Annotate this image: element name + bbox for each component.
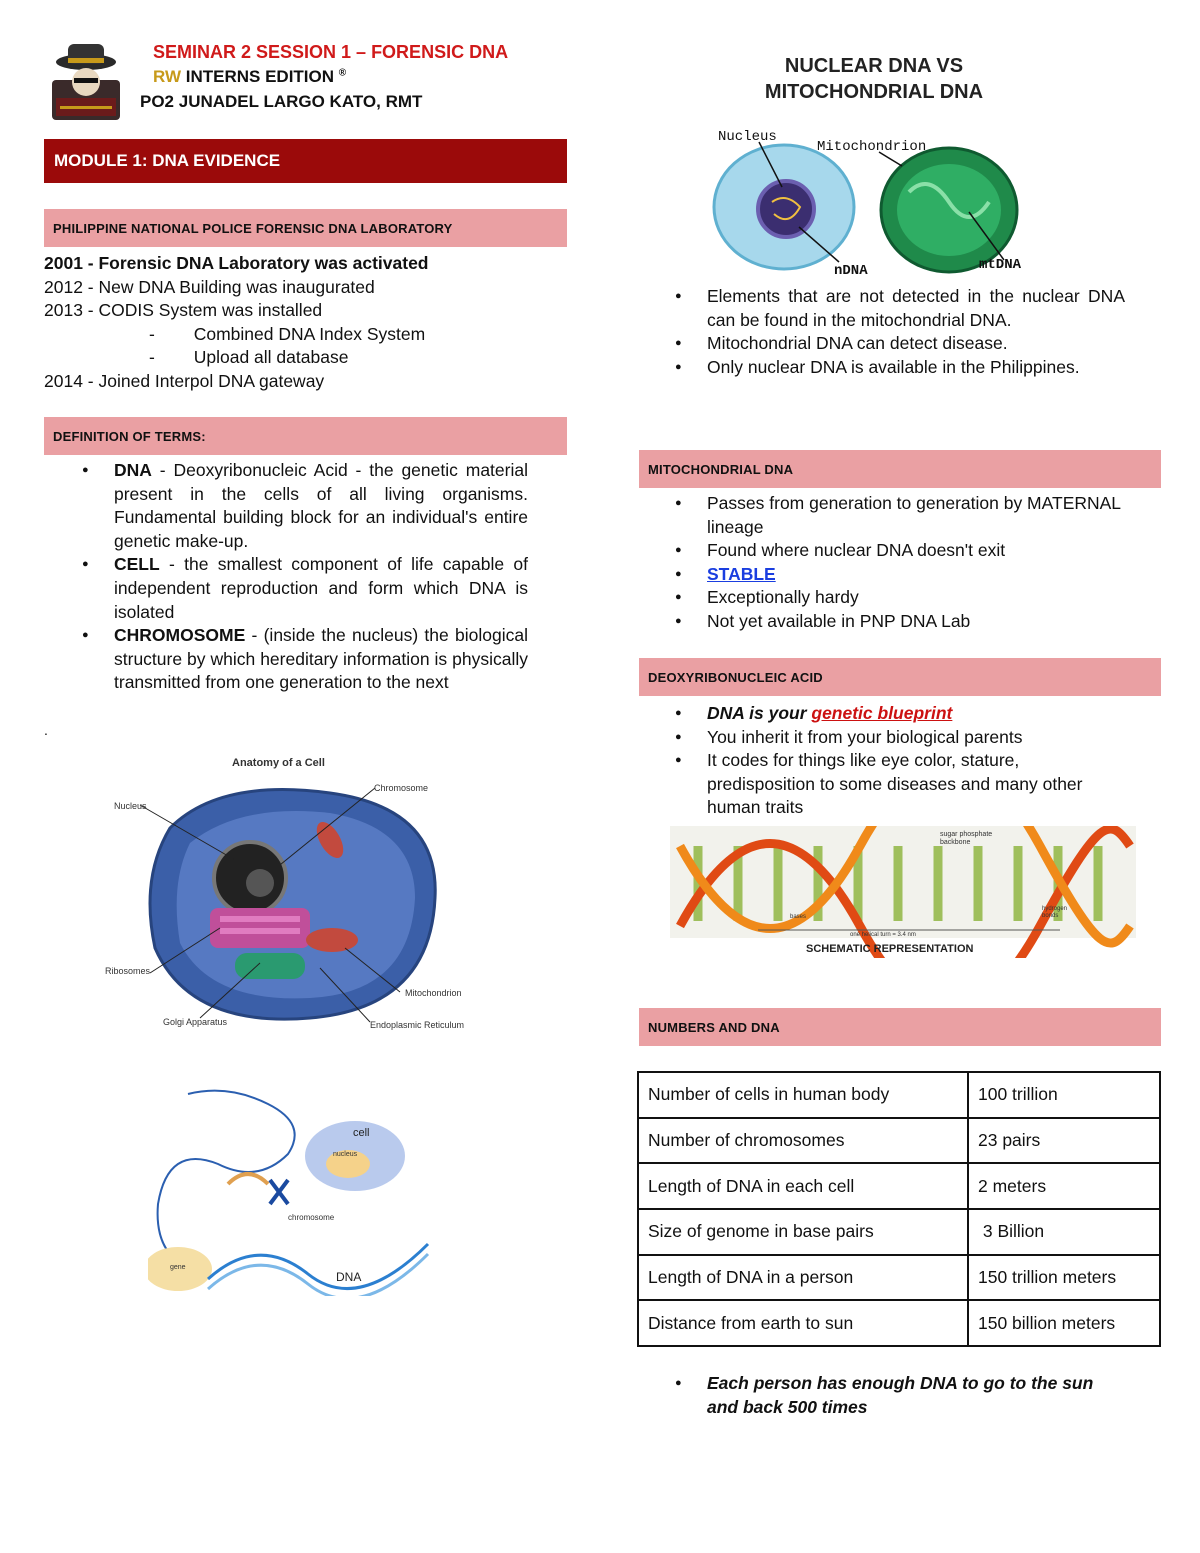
- pnp-lab-heading: PHILIPPINE NATIONAL POLICE FORENSIC DNA LABORATORY: [44, 209, 567, 247]
- numbers-footnote-list: [673, 1372, 1103, 1419]
- definition-item: [80, 624, 528, 695]
- label-hbonds-2: bonds: [1042, 913, 1059, 919]
- row-label: Size of genome in base pairs: [638, 1209, 968, 1255]
- label-chromosome-small: chromosome: [288, 1213, 335, 1222]
- definitions-heading: DEFINITION OF TERMS:: [44, 417, 567, 455]
- author-line: PO2 JUNADEL LARGO KATO, RMT: [140, 92, 423, 111]
- list-item: [673, 702, 1125, 726]
- timeline-2014: 2014 - Joined Interpol DNA gateway: [44, 370, 325, 391]
- label-mitochondrion: Mitochondrion: [405, 988, 462, 998]
- label-er: Endoplasmic Reticulum: [370, 1020, 465, 1030]
- definition-text: - the smallest component of life capable of independent reproduction and form which DNA is isolated: [114, 554, 528, 622]
- row-label: Distance from earth to sun: [638, 1300, 968, 1346]
- schematic-caption: SCHEMATIC REPRESENTATION: [806, 943, 974, 955]
- list-item: ● Not yet available in PNP DNA Lab: [673, 610, 1125, 634]
- label-ndna: nDNA: [834, 263, 868, 279]
- table-row: [638, 1255, 1160, 1301]
- label-mtdna: mtDNA: [979, 257, 1022, 273]
- row-label: Length of DNA in a person: [638, 1255, 968, 1301]
- row-label: Number of chromosomes: [638, 1118, 968, 1164]
- label-backbone-1: sugar phosphate: [940, 831, 993, 838]
- term-chromosome: CHROMOSOME: [114, 625, 246, 646]
- term-dna: DNA: [114, 460, 152, 480]
- timeline-2013: 2013 - CODIS System was installed: [44, 300, 323, 320]
- label-cell-nucleus: nucleus: [333, 1151, 358, 1158]
- list-item: ● Each person has enough DNA to go to the sun and back 500 times: [673, 1372, 1103, 1419]
- list-item: ● Mitochondrial DNA can detect disease.: [673, 332, 1125, 356]
- label-dna: DNA: [336, 1270, 362, 1284]
- row-value: 3 Billion: [968, 1209, 1160, 1255]
- stable-text: STABLE: [707, 563, 776, 584]
- label-gene: gene: [170, 1264, 186, 1271]
- label-golgi: Golgi Apparatus: [163, 1017, 228, 1027]
- registered-mark: ®: [338, 67, 347, 79]
- label-chromosome: Chromosome: [374, 783, 429, 793]
- anatomy-of-cell-figure: [100, 748, 490, 1038]
- row-label: Length of DNA in each cell: [638, 1163, 968, 1209]
- definition-text: - Deoxyribonucleic Acid - the genetic material present in the cells of all living organisms. Fundamental building block for an individual's entire genetic make-up.: [114, 460, 528, 551]
- label-ribosomes: Ribosomes: [105, 966, 151, 976]
- nuclear-vs-mito-list: [673, 285, 1125, 379]
- label-cell: cell: [353, 1127, 370, 1139]
- dna-acid-heading: DEOXYRIBONUCLEIC ACID: [639, 658, 1161, 696]
- label-nucleus-compare: Nucleus: [718, 129, 777, 145]
- timeline-sub-upload: - Upload all database: [149, 347, 349, 367]
- pnp-timeline: [44, 252, 429, 393]
- seminar-title: SEMINAR 2 SESSION 1 – FORENSIC DNA: [153, 42, 509, 62]
- list-item: ● It codes for things like eye color, stature, predisposition to some diseases and many other human traits: [673, 749, 1125, 820]
- row-value: 2 meters: [968, 1163, 1160, 1209]
- label-backbone-2: backbone: [940, 839, 971, 846]
- row-value: 150 trillion meters: [968, 1255, 1160, 1301]
- mito-list: [673, 492, 1125, 634]
- list-item: ● Found where nuclear DNA doesn't exit: [673, 539, 1125, 563]
- cell-to-dna-figure: [148, 1084, 438, 1296]
- list-item: ● You inherit it from your biological parents: [673, 726, 1125, 750]
- definitions-list: [80, 459, 528, 695]
- label-mitochondrion-compare: Mitochondrion: [817, 139, 927, 155]
- definition-text: - (inside the nucleus) the biological structure by which hereditary information is physically transmitted from one generation to the next: [114, 625, 528, 693]
- nuclear-vs-mito-figure: [704, 42, 1054, 282]
- trailing-dot: .: [44, 722, 48, 738]
- blueprint-prefix: DNA is your: [707, 703, 812, 723]
- dna-acid-list: [673, 702, 1125, 820]
- row-value: 150 billion meters: [968, 1300, 1160, 1346]
- row-label: Number of cells in human body: [638, 1072, 968, 1118]
- genetic-blueprint-link[interactable]: genetic blueprint: [811, 703, 953, 723]
- timeline-2001: 2001 - Forensic DNA Laboratory was activated: [44, 253, 429, 273]
- list-item: [673, 563, 1125, 587]
- table-row: [638, 1163, 1160, 1209]
- dna-schematic-figure: [670, 826, 1136, 958]
- definition-item: [80, 459, 528, 553]
- numbers-heading: NUMBERS AND DNA: [639, 1008, 1161, 1046]
- table-row: [638, 1072, 1160, 1118]
- compare-title-line2: MITOCHONDRIAL DNA: [764, 81, 984, 103]
- edition-text: INTERNS EDITION: [181, 67, 335, 86]
- row-value: 100 trillion: [968, 1072, 1160, 1118]
- timeline-sub-codis: - Combined DNA Index System: [149, 323, 426, 344]
- list-item: ● Passes from generation to generation by MATERNAL lineage: [673, 492, 1125, 539]
- list-item: ● Exceptionally hardy: [673, 586, 1125, 610]
- list-item: ● Elements that are not detected in the nuclear DNA can be found in the mitochondrial DNA.: [673, 285, 1125, 332]
- cell-figure-title: Anatomy of a Cell: [232, 757, 325, 769]
- row-value: 23 pairs: [968, 1118, 1160, 1164]
- label-helical-turn: one helical turn = 3.4 nm: [850, 932, 916, 938]
- table-row: [638, 1300, 1160, 1346]
- rw-mark: RW: [153, 67, 182, 86]
- table-row: [638, 1209, 1160, 1255]
- module-title: MODULE 1: DNA EVIDENCE: [44, 139, 567, 183]
- numbers-table: [637, 1071, 1161, 1347]
- mito-heading: MITOCHONDRIAL DNA: [639, 450, 1161, 488]
- label-bases: bases: [790, 914, 807, 920]
- label-hbonds-1: hydrogen: [1042, 906, 1068, 912]
- label-nucleus: Nucleus: [114, 801, 147, 811]
- definition-item: [80, 553, 528, 624]
- table-row: [638, 1118, 1160, 1164]
- term-cell: CELL: [114, 554, 160, 575]
- edition-line: [153, 67, 346, 87]
- interns-logo: [44, 40, 128, 124]
- list-item: ● Only nuclear DNA is available in the Philippines.: [673, 356, 1125, 380]
- compare-title-line1: NUCLEAR DNA VS: [784, 55, 964, 77]
- timeline-2012: 2012 - New DNA Building was inaugurated: [44, 276, 375, 297]
